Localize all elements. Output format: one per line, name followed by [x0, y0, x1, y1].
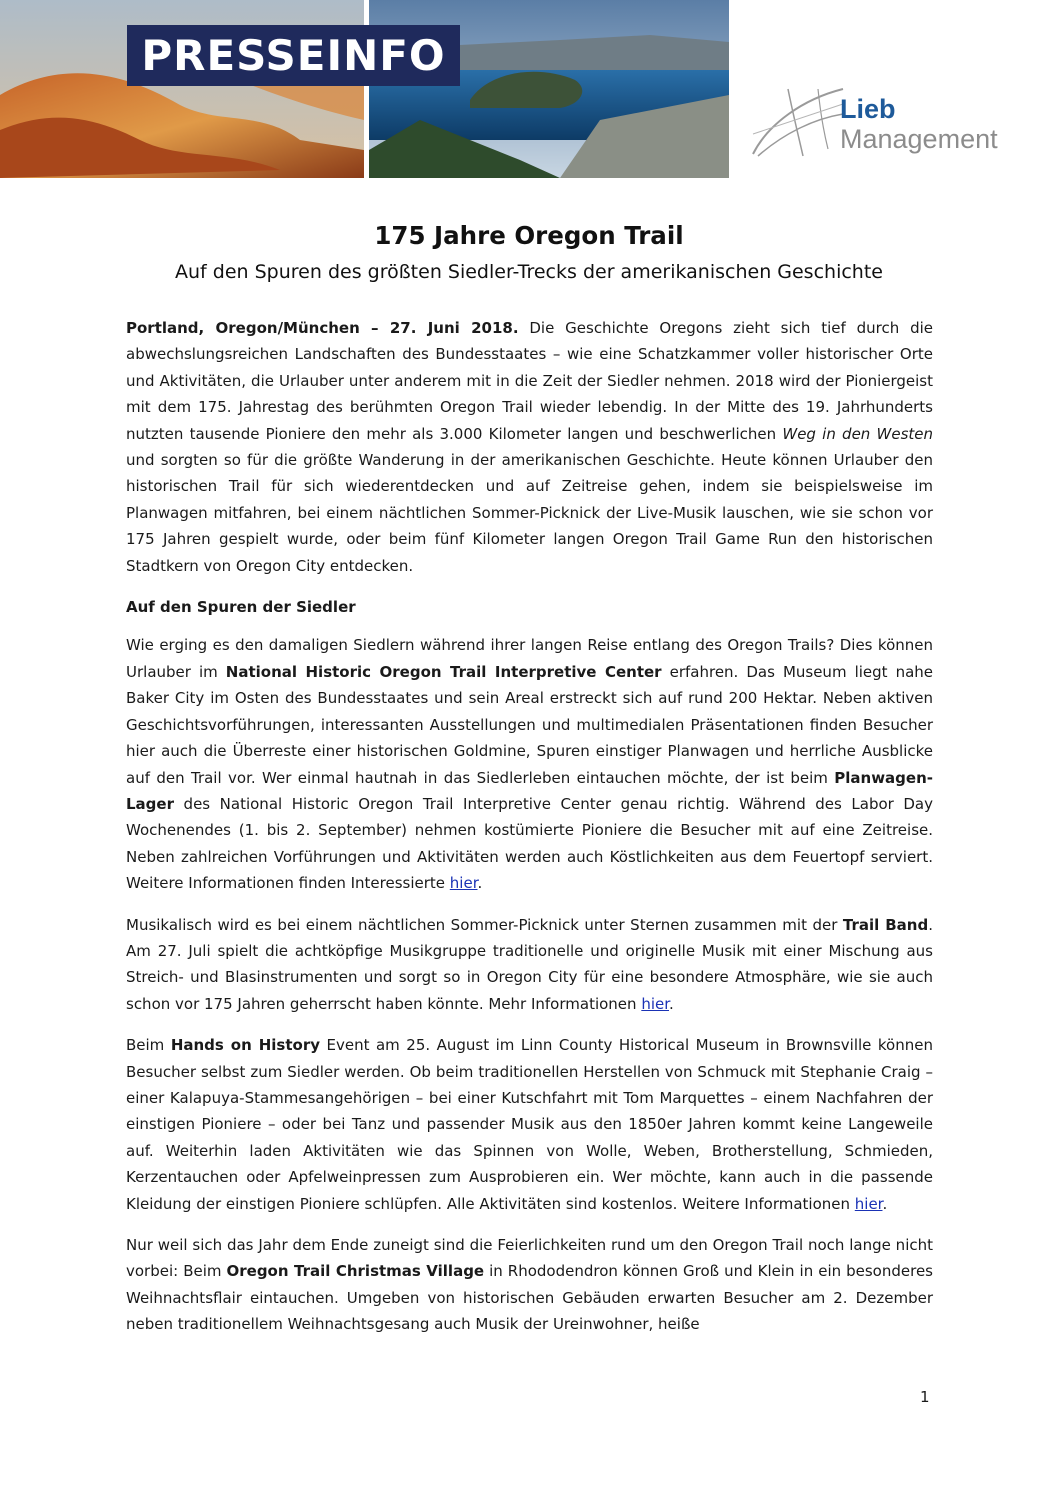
paragraph-christmas-village [126, 1232, 933, 1338]
intro-text-2: und sorgten so für die größte Wanderung in der amerikanischen Geschichte. Heute können Urlauber den historischen Trail für sich wiederentdecken und auf Zeitreise gehen, indem sie beispielsweise im Planwagen mitfahren, bei einem nächtlichen Sommer-Picknick der Live-Musik lauschen, wie sie schon vor 175 Jahren gespielt wurde, oder beim fünf Kilometer langen Oregon Trail Game Run den historischen Stadtkern von Oregon City entdecken. [126, 451, 933, 575]
p1-hier-link[interactable]: hier [449, 874, 478, 893]
p1-bold-1: National Historic Oregon Trail Interpretive Center [225, 662, 662, 681]
page-number: 1 [920, 1388, 930, 1406]
p4-text-1: Nur weil sich das Jahr dem Ende zuneigt sind die Feierlichkeiten rund um den Oregon Trail noch lange nicht vorbei: Beim [126, 1236, 933, 1281]
paragraph-interpretive-center [126, 632, 933, 896]
p1-text-2: erfahren. Das Museum liegt nahe Baker City im Osten des Bundesstaates und sein Areal erstreckt sich auf rund 200 Hektar. Neben aktiven Geschichtsvorführungen, interessanten Ausstellungen und multimedialen Präsentationen finden Besucher hier auch die Überreste einer historischen Goldmine, Spuren einstiger Planwagen und herrliche Ausblicke auf den Trail vor. Wer einmal hautnah in das Siedlerleben eintauchen möchte, der ist beim [126, 662, 934, 787]
logo-text-management: Management [840, 124, 998, 154]
presseinfo-text: PRESSEINFO [141, 31, 446, 80]
article-body [126, 315, 933, 1353]
dateline: Portland, Oregon/München – 27. Juni 2018. [126, 319, 519, 337]
paragraph-trail-band [126, 912, 933, 1018]
page-subtitle: Auf den Spuren des größten Siedler-Trecks der amerikanischen Geschichte [175, 261, 883, 283]
p1-bold-2: Planwagen-Lager [126, 768, 933, 813]
intro-paragraph [126, 315, 933, 579]
page-title: 175 Jahre Oregon Trail [374, 221, 684, 250]
p3-bold-1: Hands on History [170, 1036, 320, 1055]
section-heading: Auf den Spuren der Siedler [126, 598, 356, 617]
p2-text-2: . Am 27. Juli spielt die achtköpfige Musikgruppe traditionelle und originelle Musik mit einer Mischung aus Streich- und Blasinstrumenten und sorgt so in Oregon City für eine besondere Atmosphäre, wie sie auch schon vor 175 Jahren geherrscht haben könnte. Mehr Informationen [126, 915, 933, 1013]
p4-bold-1: Oregon Trail Christmas Village [226, 1262, 485, 1281]
p2-text-3: . [669, 994, 674, 1013]
p3-text-2: Event am 25. August im Linn County Historical Museum in Brownsville können Besucher selbst zum Siedler werden. Ob beim traditionellen Herstellen von Schmuck mit Stephanie Craig – einer Kalapuya-Stammesangehörigen – bei einer Kutschfahrt mit Tom Marquettes – einem Nachfahren der einstigen Pioniere – oder bei Tanz und passender Musik aus den 1850er Jahren kommt keine Langeweile auf. Weiterhin laden Aktivitäten wie das Spinnen von Wolle, Weben, Brotherstellung, Schmieden, Kerzentauchen oder Apfelweinpressen zum Ausprobieren ein. Wer möchte, kann auch in die passende Kleidung der einstigen Pioniere schlüpfen. Alle Aktivitäten sind kostenlos. Weitere Informationen [126, 1036, 933, 1213]
intro-italic: Weg in den Westen [782, 424, 933, 443]
p1-text-1: Wie erging es den damaligen Siedlern während ihrer langen Reise entlang des Oregon Trails? Dies können Urlauber im [126, 636, 933, 681]
p1-text-3: des National Historic Oregon Trail Interpretive Center genau richtig. Während des Labor Day Wochenendes (1. bis 2. September) nehmen kostümierte Pioniere die Besucher mit auf eine Zeitreise. Neben zahlreichen Vorführungen und Aktivitäten werden auch Köstlichkeiten aus dem Feuertopf serviert. Weitere Informationen finden Interessierte [126, 794, 933, 893]
p4-text-2: in Rhododendron können Groß und Klein in ein besonderes Weihnachtsflair eintauchen. Umgeben von historischen Gebäuden erwarten Besucher am 2. Dezember neben traditionellem Weihnachtsgesang auch Musik der Ureinwohner, heiße [126, 1262, 933, 1334]
p3-text-3: . [882, 1194, 888, 1213]
p2-bold-1: Trail Band [842, 915, 929, 934]
p1-text-4: . [477, 874, 483, 893]
intro-text-1: Die Geschichte Oregons zieht sich tief durch die abwechslungsreichen Landschaften des Bundesstaates – wie eine Schatzkammer voller historischer Orte und Aktivitäten, die Urlauber unter anderem mit in die Zeit der Siedler nehmen. 2018 wird der Pioniergeist mit dem 175. Jahrestag des berühmten Oregon Trail wieder lebendig. In der Mitte des 19. Jahrhunderts nutzten tausende Pioniere den mehr als 3.000 Kilometer langen und beschwerlichen [126, 319, 933, 443]
p2-text-1: Musikalisch wird es bei einem nächtlichen Sommer-Picknick unter Sternen zusammen mit der [126, 915, 843, 934]
paragraph-hands-on-history [126, 1032, 933, 1217]
p3-text-1: Beim [126, 1036, 171, 1055]
lieb-management-logo [748, 84, 1048, 164]
logo-text-lieb: Lieb [840, 94, 896, 124]
logo-swoosh-icon [748, 84, 848, 164]
presseinfo-banner-label [127, 25, 460, 86]
header-banner [0, 0, 729, 178]
p2-hier-link[interactable]: hier [641, 994, 670, 1013]
p3-hier-link[interactable]: hier [854, 1194, 883, 1213]
